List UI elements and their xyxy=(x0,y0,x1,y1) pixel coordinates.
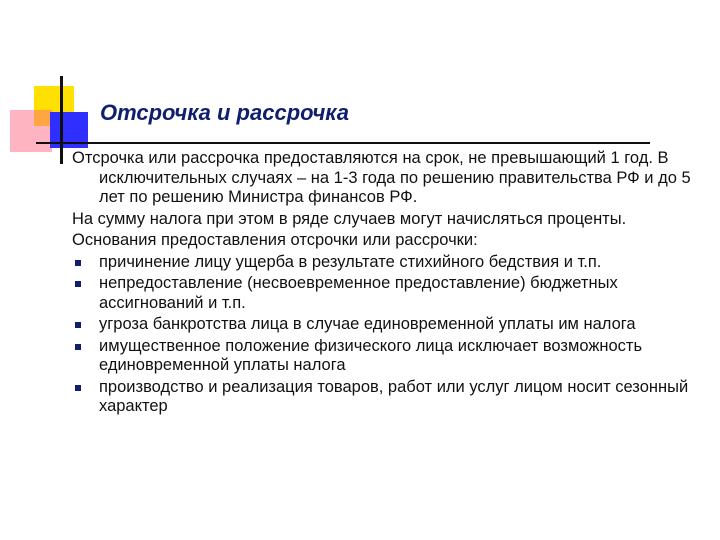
list-item-text: производство и реализация товаров, работ или услуг лицом носит сезонный характер xyxy=(99,377,689,415)
slide-body xyxy=(72,149,692,419)
square-bullet-icon xyxy=(75,322,81,328)
square-bullet-icon xyxy=(75,281,81,287)
list-item xyxy=(72,315,692,335)
list-item-text: имущественное положение физического лица исключает возможность единовременной уплаты налога xyxy=(99,336,643,374)
list-item xyxy=(72,274,692,313)
square-bullet-icon xyxy=(75,344,81,350)
list-item xyxy=(72,253,692,273)
grounds-list xyxy=(72,253,692,417)
slide-title: Отсрочка и рассрочка xyxy=(100,100,349,125)
paragraph-grounds: Основания предоставления отсрочки или рассрочки: xyxy=(72,231,478,249)
decor-pink-square xyxy=(10,110,52,152)
title-underline xyxy=(36,142,650,144)
list-item-text: причинение лицу ущерба в результате стихийного бедствия и т.п. xyxy=(99,252,602,271)
list-item xyxy=(72,337,692,376)
list-item-text: угроза банкротства лица в случае единовременной уплаты им налога xyxy=(99,315,636,333)
paragraph-interest: На сумму налога при этом в ряде случаев могут начисляться проценты. xyxy=(72,209,627,228)
list-item xyxy=(72,378,692,417)
paragraph-term: Отсрочка или рассрочка предоставляются на срок, не превышающий 1 год. В исключительных случаях – на 1-3 года по решению правительства РФ и до 5 лет по решению Министра финансов РФ. xyxy=(72,149,691,206)
square-bullet-icon xyxy=(75,385,81,391)
square-bullet-icon xyxy=(75,260,81,266)
decor-vertical-line xyxy=(60,76,63,164)
list-item-text: непредоставление (несвоевременное предоставление) бюджетных ассигнований и т.п. xyxy=(99,274,618,312)
